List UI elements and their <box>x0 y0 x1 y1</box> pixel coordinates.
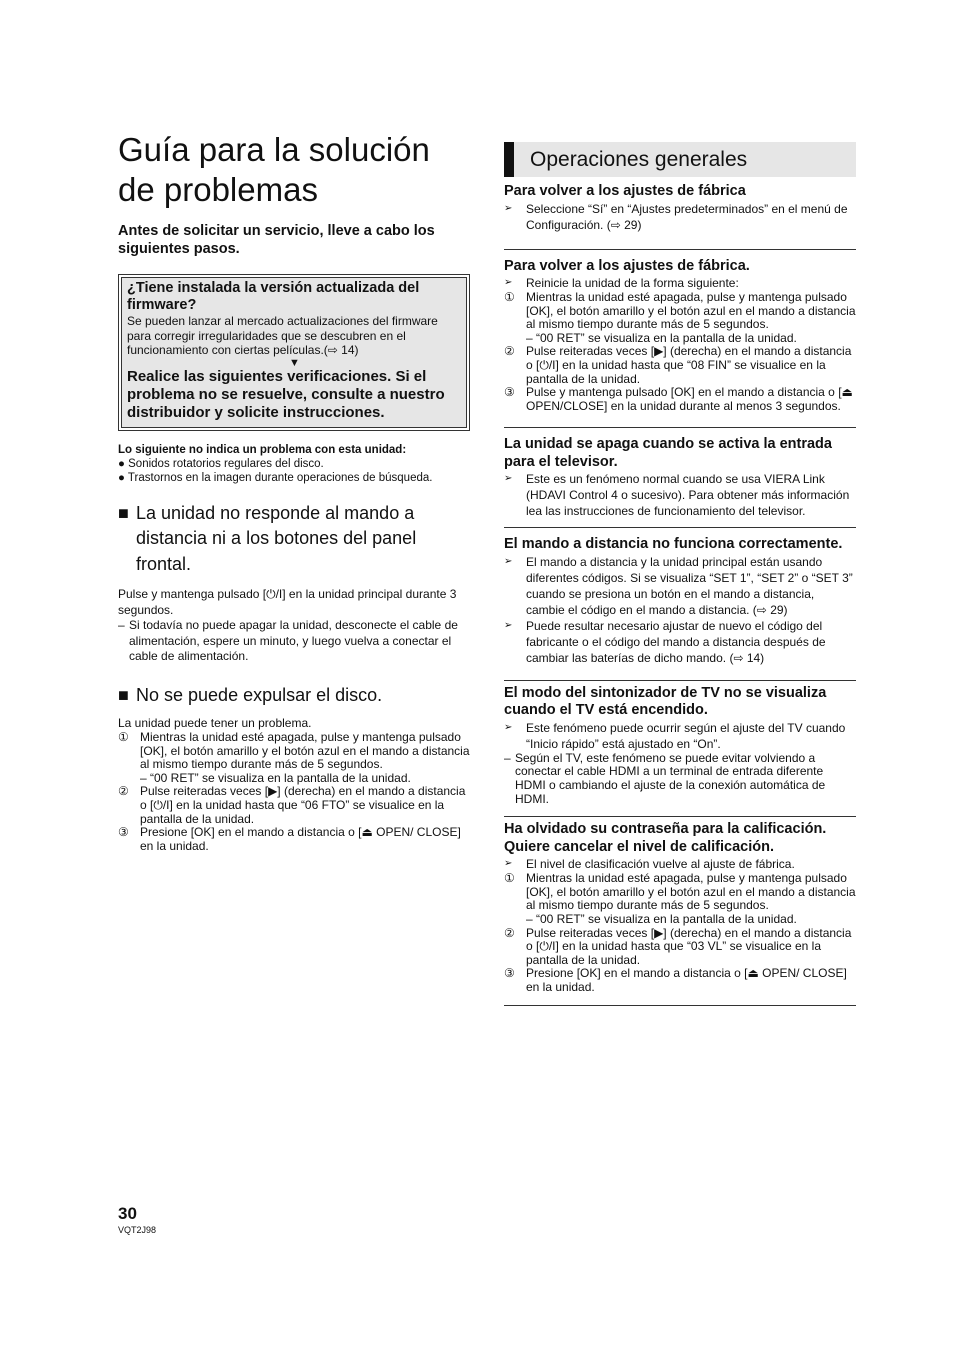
list-item: ➢ Puede resultar necesario ajustar de nuevo el código del fabricante o el código del mando a distancia después de cambiar las baterías de dicho mando. (⇨ 14) <box>504 618 826 665</box>
arrow-down-icon: ▼ <box>289 356 300 369</box>
tuner-mode-title: El modo del sintonizador de TV no se visualiza cuando el TV está encendido. <box>504 684 827 719</box>
list-item: – Según el TV, este fenómeno se puede evitar volviendo a conectar el cable HDMI a un terminal de entrada diferente HDMI o cambiando el ajuste de la conexión automática de HDMI. <box>504 750 826 806</box>
list-item: ➢ Seleccione “Sí” en “Ajustes predeterminados” en el menú de Configuración. (⇨ 29) <box>504 201 848 232</box>
section-remote-dash: – Si todavía no puede apagar la unidad, desconecte el cable de alimentación, espere un minuto, y luego vuelva a conectar el cable de alimentación. <box>118 618 458 663</box>
list-item: ➢ Este es un fenómeno normal cuando se usa VIERA Link (HDAVI Control 4 o sucesivo). Para obtener más información lea las instrucciones de funcionamiento del televisor. <box>504 472 850 519</box>
square-bullet-icon: ■ <box>118 684 129 705</box>
right-column <box>504 142 856 1006</box>
section-remote-text: Pulse y mantenga pulsado [⏻/I] en la unidad principal durante 3 segundos. <box>118 587 457 617</box>
factory-reset-title: Para volver a los ajustes de fábrica <box>504 183 746 199</box>
arrow-bullet-icon: ➢ <box>504 858 513 870</box>
note-block <box>118 443 470 485</box>
arrow-bullet-icon: ➢ <box>504 473 513 485</box>
tv-input-title: La unidad se apaga cuando se activa la entrada para el televisor. <box>504 436 832 470</box>
note-item: ● Sonidos rotatorios regulares del disco. <box>118 457 324 470</box>
list-item: ➢ El nivel de clasificación vuelve al ajuste de fábrica. <box>504 857 795 872</box>
note-title: Lo siguiente no indica un problema con esta unidad: <box>118 443 407 456</box>
list-item: ② Pulse reiteradas veces [▶] (derecha) en el mando a distancia o [⏻/I] en la unidad hasta que “08 FIN” se visualice en la pantalla de la unidad. <box>504 344 852 386</box>
list-item: – “00 RET” se visualiza en la pantalla de la unidad. <box>140 770 411 785</box>
divider <box>504 427 856 428</box>
list-item: ➢ El mando a distancia y la unidad principal están usando diferentes códigos. Si se visualiza “SET 1”, “SET 2” o “SET 3” cuando se presiona un botón en el mando a distancia, cambie el código en el mando a distancia. (⇨ 29) <box>504 554 853 617</box>
intro-text: Antes de solicitar un servicio, lleve a cabo los siguientes pasos. <box>118 223 435 257</box>
section-remote-title: ■ La unidad no responde al mando a distancia ni a los botones del panel frontal. <box>118 501 470 578</box>
page-number: 30 <box>118 1204 137 1223</box>
list-item: ③ Presione [OK] en el mando a distancia o [⏏ OPEN/ CLOSE] en la unidad. <box>504 966 847 994</box>
list-item: ① Mientras la unidad esté apagada, pulse y mantenga pulsado [OK], el botón amarillo y el botón azul en el mando a distancia al mismo tiempo durante más de 5 segundos. <box>118 730 470 772</box>
divider <box>504 1005 856 1006</box>
heading-bar-mark <box>504 142 514 177</box>
section-heading-text: Operaciones generales <box>530 147 748 171</box>
list-item: – “00 RET” se visualiza en la pantalla de la unidad. <box>526 912 797 926</box>
list-item: ① Mientras la unidad esté apagada, pulse y mantenga pulsado [OK], el botón amarillo y el botón azul en el mando a distancia al mismo tiempo durante más de 5 segundos. <box>504 290 856 332</box>
firmware-instruction: Realice las siguientes verificaciones. Si el problema no se resuelve, consulte a nuestro distribuidor y solicite instrucciones. <box>127 367 445 421</box>
divider <box>504 249 856 250</box>
list-item: ② Pulse reiteradas veces [▶] (derecha) en el mando a distancia o [⏻/I] en la unidad hasta que “03 VL” se visualice en la pantalla de la unidad. <box>504 925 852 967</box>
factory-reset-title-2: Para volver a los ajustes de fábrica. <box>504 257 750 274</box>
arrow-bullet-icon: ➢ <box>504 721 513 733</box>
list-item: – “00 RET” se visualiza en la pantalla de la unidad. <box>526 330 797 345</box>
list-item: ➢ Este fenómeno puede ocurrir según el ajuste del TV cuando “Inicio rápido” está ajustado en “On”. <box>504 720 846 751</box>
firmware-question: ¿Tiene instalada la versión actualizada del firmware? <box>127 280 420 313</box>
document-code: VQT2J98 <box>118 1225 157 1235</box>
divider <box>504 527 856 528</box>
list-item: ③ Presione [OK] en el mando a distancia o [⏏ OPEN/ CLOSE] en la unidad. <box>118 825 461 853</box>
arrow-bullet-icon: ➢ <box>504 555 513 567</box>
password-title-2: Quiere cancelar el nivel de calificación. <box>504 838 774 855</box>
password-title: Ha olvidado su contraseña para la calificación. <box>504 821 827 838</box>
arrow-bullet-icon: ➢ <box>504 202 513 214</box>
section-eject-text: La unidad puede tener un problema. <box>118 715 312 730</box>
list-item: ③ Pulse y mantenga pulsado [OK] en el mando a distancia o [⏏ OPEN/CLOSE] en la unidad durante al menos 3 segundos. <box>504 385 853 413</box>
list-item: ➢ Reinicie la unidad de la forma siguiente: <box>504 276 739 290</box>
section-heading <box>504 142 856 177</box>
arrow-bullet-icon: ➢ <box>504 619 513 631</box>
left-column <box>118 130 470 853</box>
note-item: ● Trastornos en la imagen durante operaciones de búsqueda. <box>118 471 433 484</box>
divider <box>504 680 856 681</box>
list-item: ② Pulse reiteradas veces [▶] (derecha) en el mando a distancia o [⏻/I] en la unidad hasta que “06 FTO” se visualice en la pantalla de la unidad. <box>118 784 466 826</box>
divider <box>504 816 856 817</box>
firmware-box <box>118 274 470 431</box>
arrow-bullet-icon: ➢ <box>504 277 513 288</box>
square-bullet-icon: ■ <box>118 502 129 523</box>
remote-not-working-title: El mando a distancia no funciona correctamente. <box>504 536 843 553</box>
list-item: ① Mientras la unidad esté apagada, pulse y mantenga pulsado [OK], el botón amarillo y el botón azul en el mando a distancia al mismo tiempo durante más de 5 segundos. <box>504 871 856 913</box>
section-eject-title: ■ No se puede expulsar el disco. <box>118 683 470 708</box>
firmware-text: Se pueden lanzar al mercado actualizaciones del firmware para corregir irregularidades que se descubren en el funcionamiento con ciertas películas.(⇨ 14) <box>127 314 438 357</box>
page-title: Guía para la solución de problemas <box>118 131 430 208</box>
